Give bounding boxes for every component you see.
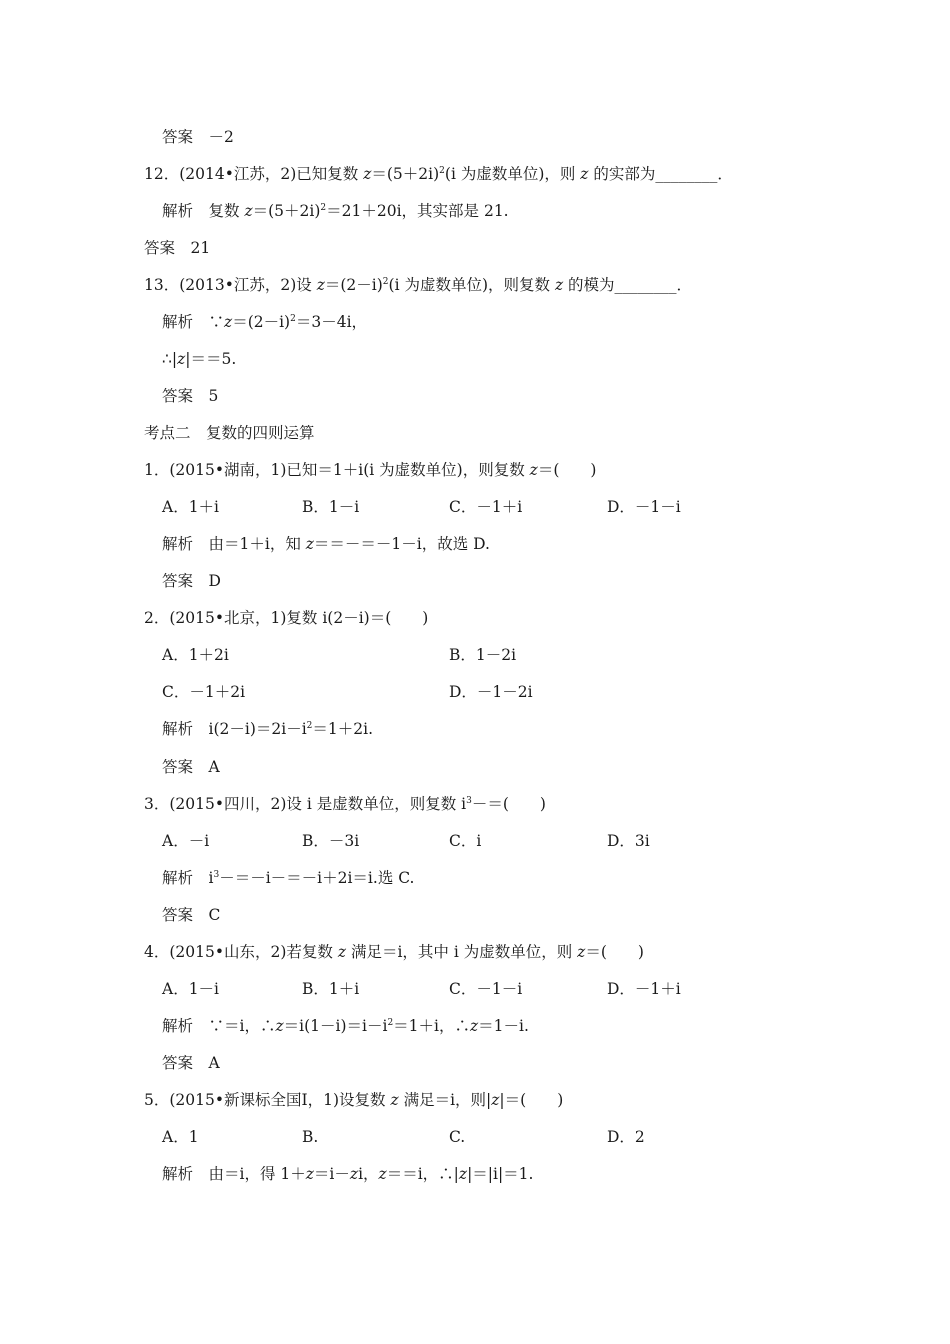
variable-z: z [529, 461, 538, 479]
variable-z: z [305, 535, 314, 553]
analysis-text: ＝＝－＝－1－i，故选 D. [313, 535, 490, 553]
variable-z: z [580, 165, 589, 183]
answer-line [162, 904, 220, 926]
question-text: 的实部为________． [588, 165, 733, 183]
answer-line [162, 570, 221, 592]
question-text: 5．(2015•新课标全国Ⅰ，1)设复数 [144, 1091, 391, 1109]
variable-z: z [244, 202, 253, 220]
analysis-text: ＝1＋2i. [312, 720, 373, 738]
analysis-text: 解析 ∵ [162, 313, 225, 331]
answer-line [162, 126, 234, 148]
analysis-text: ＝1－i. [478, 1017, 529, 1035]
exponent: 2 [382, 277, 389, 287]
analysis-line [162, 1163, 533, 1185]
analysis-text: ＝(5＋2i) [252, 202, 321, 220]
answer-text: 答案 A [162, 1054, 220, 1072]
analysis-text: |＝|i|＝1. [467, 1165, 534, 1183]
option-d: D．－1＋i [607, 980, 681, 998]
answer-text: 答案 C [162, 906, 221, 924]
question-text: 3．(2015•四川，2)设 i 是虚数单位，则复数 i [144, 795, 467, 813]
variable-z: z [275, 1017, 284, 1035]
question-text: |＝( ) [499, 1091, 564, 1109]
variable-z: z [316, 276, 325, 294]
question-12 [144, 163, 733, 185]
variable-z: z [349, 1165, 359, 1183]
question-4 [144, 941, 644, 963]
variable-z: z [177, 350, 186, 368]
exponent: 2 [439, 166, 445, 176]
option-b: B．1＋i [302, 980, 360, 998]
variable-z: z [378, 1165, 387, 1183]
exponent: 2 [320, 203, 327, 213]
question-text: ＝(2－i) [324, 276, 383, 294]
answer-line [162, 756, 220, 778]
analysis-text: 解析 i [162, 869, 214, 887]
question-1 [144, 459, 596, 481]
analysis-text: |＝＝5. [185, 350, 237, 368]
analysis-line [162, 1015, 529, 1037]
exponent: 3 [213, 870, 220, 880]
answer-text: 答案 －2 [162, 128, 234, 146]
answer-line [144, 237, 210, 259]
question-text: －＝( ) [471, 795, 546, 813]
option-b: B．1－i [302, 498, 360, 516]
option-d: D．－1－i [607, 498, 681, 516]
option-a: A．1 [162, 1128, 199, 1146]
option-d: D．3i [607, 832, 650, 850]
question-text: 12．(2014•江苏，2)已知复数 [144, 165, 364, 183]
option-b: B. [302, 1128, 319, 1146]
answer-line [162, 385, 218, 407]
variable-z: z [224, 313, 233, 331]
question-text: 4．(2015•山东，2)若复数 [144, 943, 338, 961]
question-text: (i 为虚数单位)，则复数 [388, 276, 555, 294]
variable-z: z [337, 943, 347, 961]
question-text: 的模为________． [563, 276, 693, 294]
option-a: A．1－i [162, 980, 220, 998]
analysis-text: ＝i(1－i)＝i－i [283, 1017, 388, 1035]
section-title: 考点二 复数的四则运算 [144, 424, 315, 442]
question-13 [144, 274, 692, 296]
analysis-text: －＝－i－＝－i＋2i＝i.选 C. [219, 869, 415, 887]
variable-z: z [305, 1165, 314, 1183]
answer-line [162, 1052, 220, 1074]
option-c: C. [449, 1128, 466, 1146]
answer-text: 答案 21 [144, 239, 211, 257]
option-a: A．－i [162, 832, 210, 850]
variable-z: z [491, 1091, 500, 1109]
option-c: C．－1＋2i [162, 683, 246, 701]
option-a: A．1＋i [162, 498, 220, 516]
option-c: C．－1－i [449, 980, 523, 998]
variable-z: z [577, 943, 586, 961]
question-text: 13．(2013•江苏，2)设 [144, 276, 317, 294]
analysis-line [162, 348, 236, 370]
question-5 [144, 1089, 563, 1111]
answer-text: 答案 D [162, 572, 221, 590]
answer-text: 答案 A [162, 758, 220, 776]
question-text: 1．(2015•湖南，1)已知＝1＋i(i 为虚数单位)，则复数 [144, 461, 530, 479]
question-text: (i 为虚数单位)，则 [444, 165, 581, 183]
analysis-text: ∴| [162, 350, 178, 368]
analysis-text: ＝3－4i， [295, 313, 368, 331]
option-d: D．2 [607, 1128, 645, 1146]
exponent: 2 [387, 1018, 394, 1028]
option-b: B．－3i [302, 832, 360, 850]
answer-text: 答案 5 [162, 387, 219, 405]
analysis-text: ＝(2－i) [232, 313, 291, 331]
analysis-text: 解析 i(2－i)＝2i－i [162, 720, 307, 738]
option-b: B．1－2i [449, 646, 517, 664]
variable-z: z [470, 1017, 479, 1035]
question-text: 满足＝i，其中 i 为虚数单位，则 [346, 943, 578, 961]
question-2 [144, 607, 428, 629]
variable-z: z [458, 1165, 468, 1183]
question-text: ＝( ) [537, 461, 597, 479]
question-text: 满足＝i，则| [398, 1091, 492, 1109]
variable-z: z [390, 1091, 399, 1109]
option-c: C．i [449, 832, 482, 850]
option-d: D．－1－2i [449, 683, 533, 701]
question-text: ＝(5＋2i) [371, 165, 440, 183]
analysis-text: ＝i－ [313, 1165, 350, 1183]
analysis-line [162, 311, 367, 333]
analysis-text: ＝＝i，∴| [386, 1165, 459, 1183]
question-text: 2．(2015•北京，1)复数 i(2－i)＝( ) [144, 609, 429, 627]
section-heading [144, 422, 315, 444]
option-a: A．1＋2i [162, 646, 229, 664]
question-text: ＝( ) [585, 943, 644, 961]
analysis-text: ＝21＋20i，其实部是 21. [326, 202, 509, 220]
exponent: 2 [290, 314, 296, 324]
analysis-text: 解析 由＝1＋i，知 [162, 535, 306, 553]
variable-z: z [554, 276, 564, 294]
analysis-line [162, 200, 509, 222]
variable-z: z [363, 165, 372, 183]
question-3 [144, 793, 546, 815]
analysis-text: 解析 由＝i，得 1＋ [162, 1165, 306, 1183]
option-c: C．－1＋i [449, 498, 523, 516]
analysis-line [162, 867, 414, 889]
analysis-text: 解析 ∵＝i，∴ [162, 1017, 276, 1035]
analysis-text: 解析 复数 [162, 202, 245, 220]
exponent: 2 [306, 721, 313, 731]
exponent: 3 [466, 796, 472, 806]
analysis-text: ＝1＋i，∴ [393, 1017, 470, 1035]
analysis-line [162, 533, 490, 555]
analysis-line [162, 718, 373, 740]
analysis-text: i， [358, 1165, 379, 1183]
